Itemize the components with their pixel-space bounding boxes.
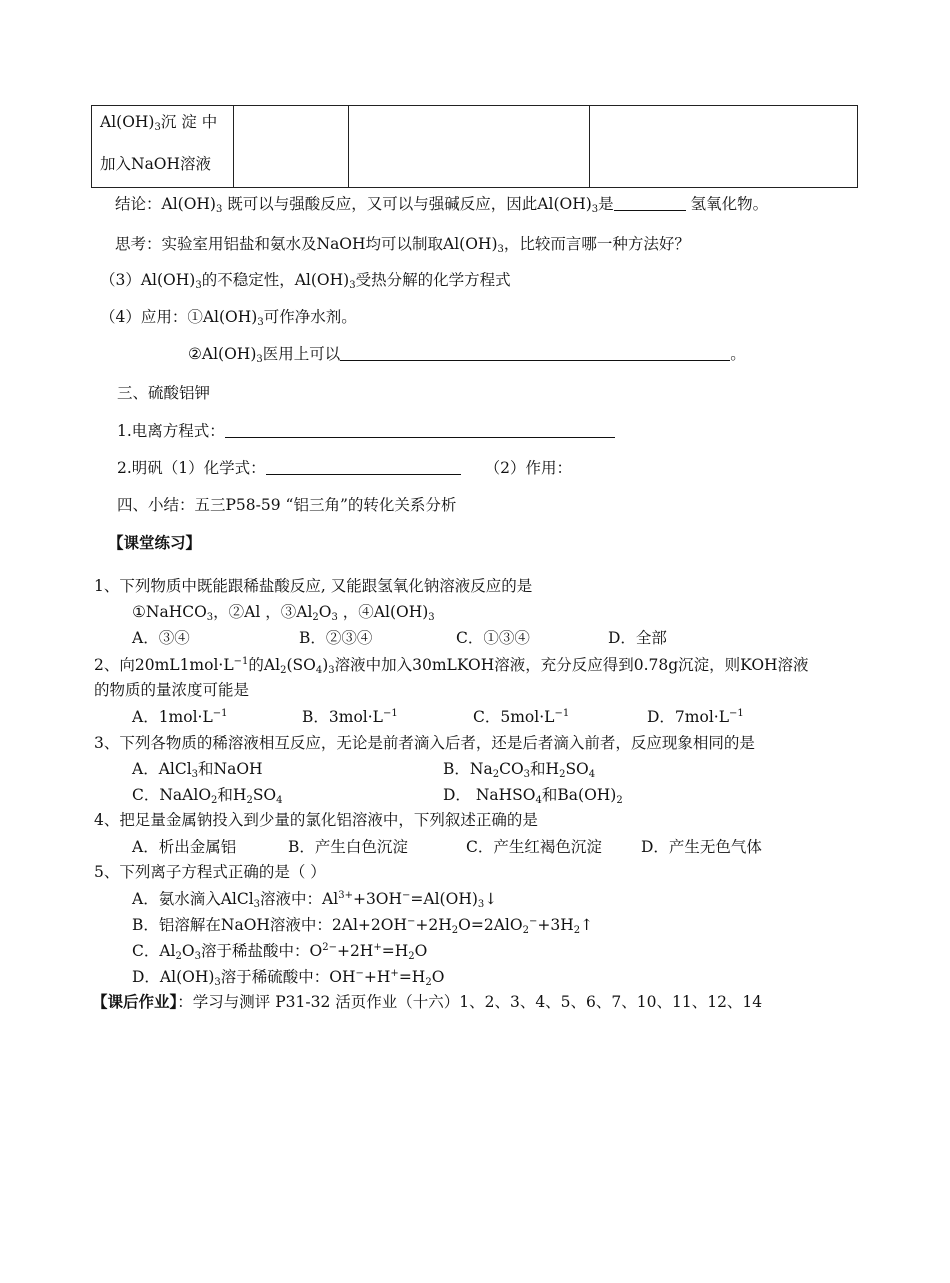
table-cell <box>349 106 590 188</box>
q2-option-d: D．$7mol\cdot L^{-1}$ <box>647 708 744 726</box>
q5-option-b: B．铝溶解在NaOH溶液中：$2Al+2OH^-+2H_2O=2AlO_2^-+3H_2↑$ <box>132 916 594 936</box>
q3-option-c: C．NaAlO$_2$和$H_2SO_4$ <box>132 786 283 806</box>
answer-blank[interactable] <box>614 194 686 211</box>
answer-blank[interactable] <box>266 458 461 475</box>
q1-option-d: D．全部 <box>608 629 667 647</box>
answer-blank[interactable] <box>340 344 730 361</box>
answer-blank[interactable] <box>225 421 615 438</box>
experiment-table <box>91 105 858 188</box>
q1-option-b: B．②③④ <box>299 629 373 647</box>
q4-option-a: A．析出金属铝 <box>132 838 237 856</box>
row-label-line1: Al(OH) <box>100 113 155 131</box>
q4-stem: 4、把足量金属钠投入到少量的氯化铝溶液中，下列叙述正确的是 <box>94 811 538 829</box>
item-4-line2: $②Al(OH)_3$医用上可以 。 <box>188 345 746 365</box>
q5-option-c: C．$Al_2O_3$溶于稀盐酸中：$O^{2-}+2H^+=H_2O$ <box>132 942 428 962</box>
item-3: $(3)Al(OH)_3$的不稳定性，$Al(OH)_3$受热分解的化学方程式 <box>100 271 511 291</box>
q2-stem: 2、向$20mL1mol\cdot L^{-1}$的$Al_2(SO_4)_3$溶液中加入30mLKOH溶液，充分反应得到0.78g沉淀，则KOH溶液 <box>94 656 809 676</box>
ionization-line: 1.电离方程式： <box>117 421 615 441</box>
homework-line: 【课后作业】：学习与测评 P31-32 活页作业（十六）1、2、3、4、5、6、7、10、11、12、14 <box>92 992 763 1011</box>
q3-option-b: B．$Na_2CO_3$和$H_2SO_4$ <box>443 760 596 780</box>
q2-option-b: B．$3mol\cdot L^{-1}$ <box>302 708 398 726</box>
practice-header: 【课堂练习】 <box>108 533 202 552</box>
homework-label: 【课后作业】 <box>92 992 178 1011</box>
q5-option-d: D．$Al(OH)_3$溶于稀硫酸中：$OH^-+H^+=H_2O$ <box>132 968 445 988</box>
alum-line: 2.明矾（1）化学式： （2）作用： <box>117 459 573 477</box>
q4-option-b: B．产生白色沉淀 <box>288 838 408 856</box>
q3-option-d: D． NaHSO$_4$和$Ba(OH)_2$ <box>443 786 623 806</box>
q1-items: ①NaHCO$_3$，②Al ，$③Al_2O_3$ ，$④Al(OH)_3$ <box>132 603 435 623</box>
table-cell <box>590 106 858 188</box>
conclusion-line: 结论：$Al(OH)_3$ 既可以与强酸反应，又可以与强碱反应，因此$Al(OH)_3$是 氢氧化物。 <box>115 195 769 215</box>
section-3-title: 三、硫酸铝钾 <box>117 384 211 402</box>
q2-option-a: A．$1mol\cdot L^{-1}$ <box>132 708 228 726</box>
q2-stem-line2: 的物质的量浓度可能是 <box>94 681 250 699</box>
q3-option-a: A．AlCl$_3$和NaOH <box>132 760 263 780</box>
q3-stem: 3、下列各物质的稀溶液相互反应，无论是前者滴入后者，还是后者滴入前者，反应现象相同的是 <box>94 734 755 752</box>
think-question: 思考：实验室用铝盐和氨水及NaOH均可以制取$Al(OH)_3$，比较而言哪一种方法好？ <box>115 235 690 255</box>
q2-option-c: C．$5mol\cdot L^{-1}$ <box>473 708 570 726</box>
table-cell-label: $Al(OH)_3$沉 淀 中 加入NaOH溶液 <box>92 106 234 188</box>
row-label-line2: 加入NaOH溶液 <box>100 155 212 173</box>
table-cell <box>234 106 349 188</box>
q1-option-c: C．①③④ <box>456 629 530 647</box>
q5-option-a: A．氨水滴入AlCl$_3$溶液中：$Al^{3+}+3OH^-=Al(OH)_3↓$ <box>132 890 498 910</box>
section-4-title: 四、小结：五三P58-59 “铝三角”的转化关系分析 <box>117 496 457 514</box>
item-4-line1: （4）应用：$①Al(OH)_3$可作净水剂。 <box>100 308 357 328</box>
q1-stem: 1、下列物质中既能跟稀盐酸反应, 又能跟氢氧化钠溶液反应的是 <box>94 577 533 595</box>
q5-stem: 5、下列离子方程式正确的是（ ） <box>94 863 326 881</box>
q1-option-a: A．③④ <box>132 629 190 647</box>
table-row <box>92 106 858 188</box>
q4-option-c: C．产生红褐色沉淀 <box>466 838 602 856</box>
q4-option-d: D．产生无色气体 <box>641 838 762 856</box>
